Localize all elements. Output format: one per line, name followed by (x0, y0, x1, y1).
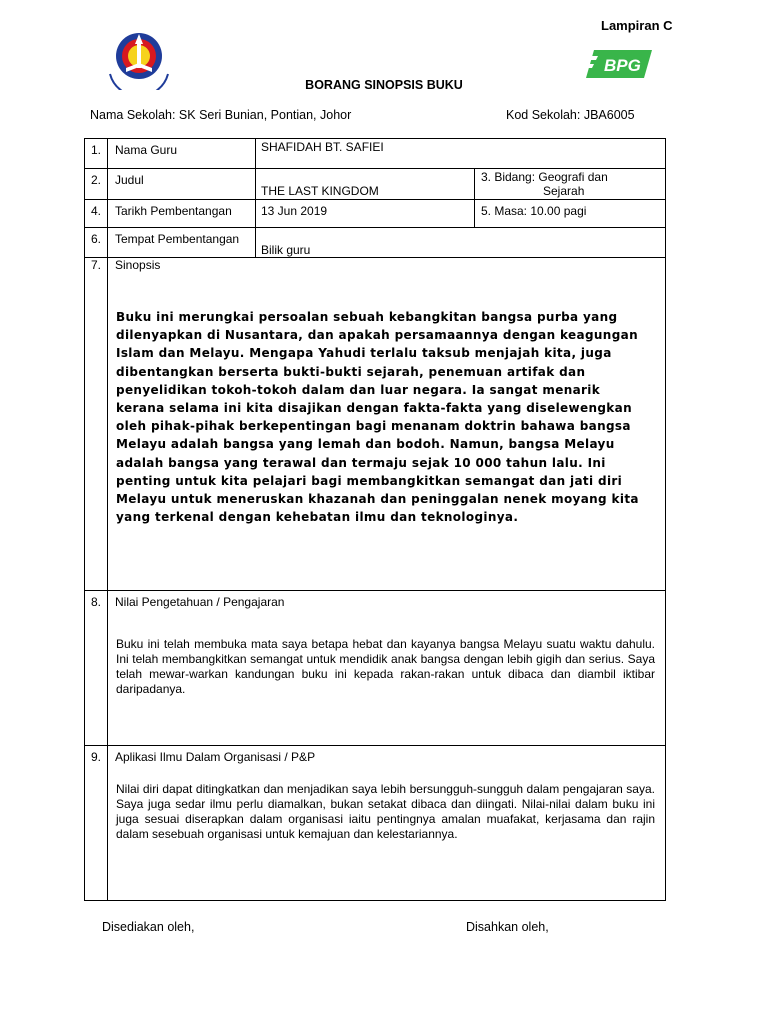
lessons-text: Buku ini telah membuka mata saya betapa hebat dan kayanya bangsa Melayu suatu waktu dahulu. Ini telah membangkitkan semangat untuk mendidik anak bangsa dengan lebih gigih dan serius. Saya telah mewar-warkan kandungan buku ini kepada rakan-rakan untuk dibaca dan diambil iktibar daripadanya. (116, 637, 655, 696)
row-label: Tarikh Pembentangan (108, 200, 256, 228)
synopsis-cell (108, 258, 666, 591)
row-label: Tempat Pembentangan (108, 228, 256, 258)
row-number: 1. (85, 139, 108, 169)
row-label: Nama Guru (108, 139, 256, 169)
prepared-by-label: Disediakan oleh, (102, 920, 195, 934)
row-number: 8. (85, 591, 108, 746)
row-label: Judul (108, 169, 256, 200)
table-row (85, 746, 666, 901)
school-code: Kod Sekolah: JBA6005 (506, 108, 635, 122)
row-label: Aplikasi Ilmu Dalam Organisasi / P&P (115, 750, 316, 764)
school-name: Nama Sekolah: SK Seri Bunian, Pontian, Johor (90, 108, 352, 122)
lessons-cell (108, 591, 666, 746)
table-row (85, 228, 666, 258)
application-text: Nilai diri dapat ditingkatkan dan menjadikan saya lebih bersungguh-sungguh dalam pengajaran saya. Saya juga sedar ilmu perlu diamalkan, bukan setakat dibaca dan diingati. Nilai-nilai dalam buku ini juga sesuai diserapkan dalam organisasi iaitu pentingnya amalan muafakat, kerjasama dan rajin dalam sesebuah organisasi untuk kemajuan dan kelestariannya. (116, 782, 655, 841)
teacher-name-value: SHAFIDAH BT. SAFIEI (256, 139, 666, 169)
synopsis-text: Buku ini merungkai persoalan sebuah kebangkitan bangsa purba yang dilenyapkan di Nusantara, dan apakah persamaannya dengan keagungan Islam dan Melayu. Mengapa Yahudi terlalu taksub menjajah kita, juga dibentangkan berserta bukti-bukti sejarah, penemuan artifak dan penyelidikan tokoh-tokoh dalam dan luar negara. Ia sangat menarik kerana selama ini kita disajikan dengan fakta-fakta yang diselewengkan oleh pihak-pihak berkepentingan bagi menanam doktrin bahawa bangsa Melayu adalah bangsa yang lemah dan bodoh. Namun, bangsa Melayu adalah bangsa yang terawal dan termaju sejak 10 000 tahun lalu. Ini penting untuk kita pelajari bagi membangkitkan semangat dan jati diri Melayu untuk meneruskan khazanah dan peninggalan nenek moyang kita yang terkenal dengan kehebatan ilmu dan teknologinya. (116, 310, 639, 525)
table-row (85, 258, 666, 591)
row-number: 2. (85, 169, 108, 200)
synopsis-form-table (84, 138, 666, 901)
table-row (85, 169, 666, 200)
presentation-date-value: 13 Jun 2019 (256, 200, 475, 228)
field-line1: 3. Bidang: Geografi dan (481, 170, 608, 184)
application-cell (108, 746, 666, 901)
row-number: 4. (85, 200, 108, 228)
row-number: 6. (85, 228, 108, 258)
form-title: BORANG SINOPSIS BUKU (305, 78, 463, 92)
table-row (85, 591, 666, 746)
field-cell (475, 169, 666, 200)
row-number: 9. (85, 746, 108, 901)
bpg-logo-text: BPG (604, 56, 641, 75)
table-row (85, 200, 666, 228)
table-row (85, 139, 666, 169)
time-value: 5. Masa: 10.00 pagi (475, 200, 666, 228)
appendix-label: Lampiran C (601, 18, 673, 33)
field-line2: Sejarah (543, 184, 585, 198)
book-title-value: THE LAST KINGDOM (256, 169, 475, 200)
row-label: Nilai Pengetahuan / Pengajaran (115, 595, 285, 609)
approved-by-label: Disahkan oleh, (466, 920, 549, 934)
row-number: 7. (85, 258, 108, 591)
venue-value: Bilik guru (256, 228, 666, 258)
row-label: Sinopsis (115, 258, 161, 272)
bpg-logo-icon (584, 46, 654, 82)
